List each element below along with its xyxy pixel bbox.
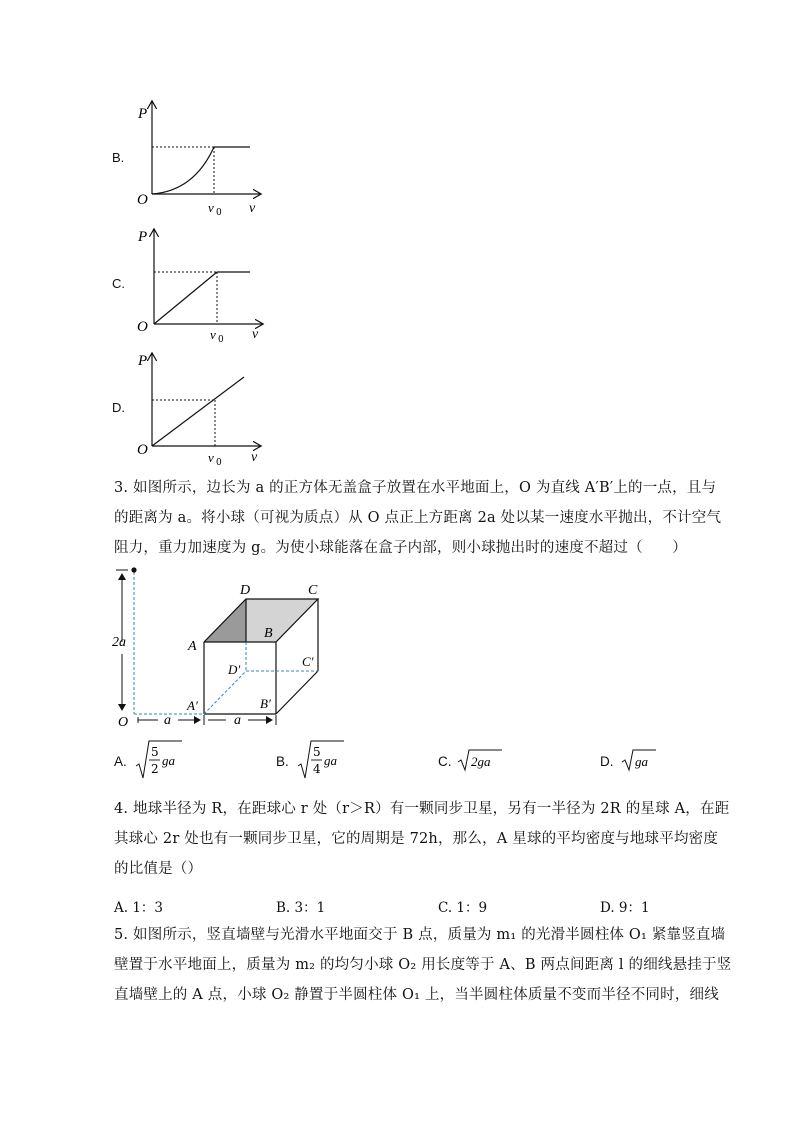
label-a: A (188, 639, 197, 654)
question-3 (114, 473, 722, 563)
q3-line-2: 的距离为 a。将小球（可视为质点）从 O 点正上方距离 2a 处以某一速度水平抛出，不计空气 (114, 510, 722, 526)
graph-c (132, 224, 272, 344)
graph-b (132, 96, 272, 216)
q3-choice-c-expr (456, 748, 504, 774)
q3-line-1: 3. 如图所示，边长为 a 的正方体无盖盒子放置在水平地面上，O 为直线 A′B′上的一点，且与 (114, 480, 717, 496)
v0-label: v (208, 450, 214, 465)
q3-choice-d-expr (620, 748, 660, 774)
v-label: v (251, 450, 258, 465)
v0-label: v (208, 200, 214, 215)
v0-label: v (210, 327, 216, 342)
q3-choice-b[interactable]: B. (276, 754, 289, 769)
v0-sub: 0 (218, 335, 224, 345)
svg-text:5: 5 (313, 745, 321, 759)
origin-label: O (137, 319, 148, 335)
v0-sub: 0 (216, 458, 222, 468)
label-d: D (240, 583, 251, 598)
curve (152, 147, 214, 194)
question-4 (114, 794, 730, 884)
option-b-label: B. (112, 150, 125, 165)
v-label: v (252, 327, 259, 342)
q4-choice-a[interactable]: A. 1：3 (114, 900, 164, 916)
q4-line-3: 的比值是（） (114, 861, 203, 877)
p-label: P (138, 106, 148, 122)
q4-choice-c[interactable]: C. 1：9 (438, 900, 488, 916)
q4-choice-d[interactable]: D. 9：1 (600, 900, 650, 916)
option-c-label: C. (112, 276, 125, 291)
question-5 (114, 920, 732, 1010)
label-o: O (118, 715, 129, 730)
ball-point (131, 567, 136, 572)
q4-line-1: 4. 地球半径为 R，在距球心 r 处（r＞R）有一颗同步卫星，另有一半径为 2R 的星球 A，在距 (114, 801, 730, 817)
svg-text:ga: ga (324, 753, 337, 768)
label-b: B (264, 626, 273, 641)
q3-choice-c[interactable]: C. (438, 754, 452, 769)
q5-line-2: 壁置于水平地面上，质量为 m₂ 的均匀小球 O₂ 用长度等于 A、B 两点间距离 l 的细线悬挂于竖 (114, 957, 732, 973)
q3-choice-d[interactable]: D. (600, 754, 614, 769)
svg-text:5: 5 (151, 745, 159, 759)
svg-text:2ga: 2ga (471, 754, 491, 769)
svg-text:ga: ga (162, 753, 175, 768)
option-d-label: D. (112, 400, 125, 415)
q5-line-3: 直墙壁上的 A 点，小球 O₂ 静置于半圆柱体 O₁ 上，当半圆柱体质量不变而半径不同时，细线 (114, 987, 719, 1003)
q5-line-1: 5. 如图所示，竖直墙壁与光滑水平地面交于 B 点，质量为 m₁ 的光滑半圆柱体 O₁ 紧靠竖直墙 (114, 927, 726, 943)
graph-d (132, 348, 272, 468)
q4-choice-b[interactable]: B. 3：1 (276, 900, 326, 916)
svg-text:4: 4 (313, 762, 321, 776)
label-d-prime: D′ (228, 662, 241, 677)
label-2a: 2a (112, 635, 126, 650)
v-label: v (249, 201, 256, 216)
label-b-prime: B′ (260, 696, 271, 711)
label-a-right: a (234, 713, 241, 728)
q3-choice-a[interactable]: A. (114, 754, 127, 769)
label-c-prime: C′ (302, 654, 314, 669)
label-a-left: a (164, 713, 171, 728)
svg-text:2: 2 (151, 762, 159, 776)
svg-text:ga: ga (635, 754, 648, 769)
q3-choice-b-expr (296, 738, 346, 782)
origin-label: O (137, 192, 148, 208)
q3-line-3: 阻力，重力加速度为 g。为使小球能落在盒子内部，则小球抛出时的速度不超过（ ） (114, 540, 687, 556)
origin-label: O (137, 442, 148, 458)
label-c: C (308, 583, 318, 598)
q4-line-2: 其球心 2r 处也有一颗同步卫星，它的周期是 72h，那么，A 星球的平均密度与地球平均密度 (114, 831, 719, 847)
label-a-prime: A′ (187, 698, 198, 713)
line-full (152, 377, 244, 446)
q3-choice-a-expr (134, 738, 184, 782)
cube-figure (108, 562, 348, 734)
p-label: P (138, 353, 148, 369)
line-segment (154, 272, 217, 324)
v0-sub: 0 (216, 208, 222, 218)
p-label: P (138, 229, 148, 245)
